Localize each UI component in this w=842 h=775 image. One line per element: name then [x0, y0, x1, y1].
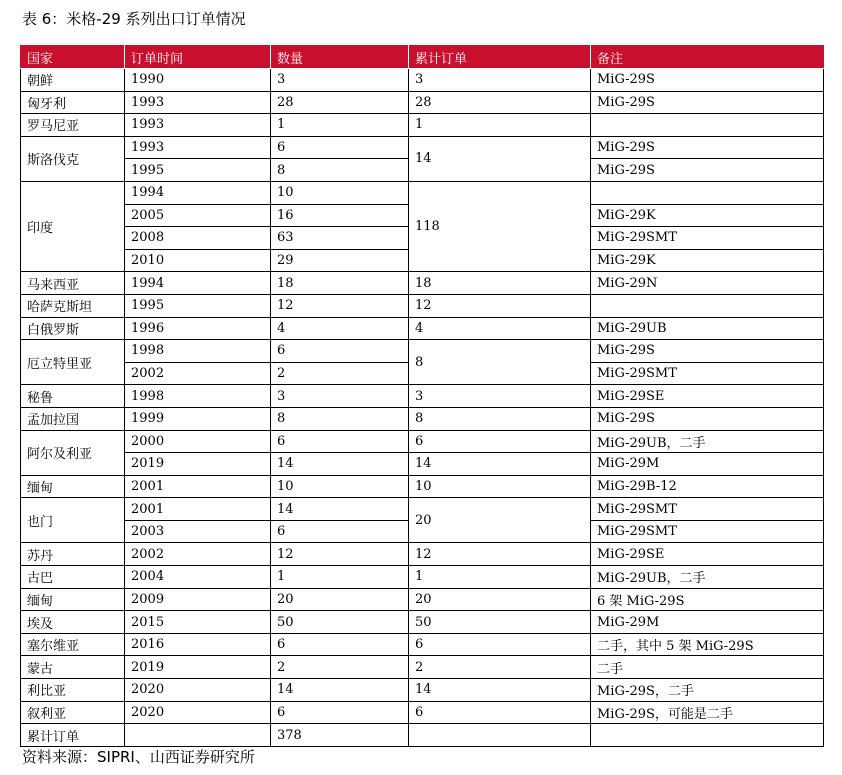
country-cell: 孟加拉国 [21, 407, 125, 430]
country-cell: 缅甸 [21, 588, 125, 611]
order-year-cell: 1998 [125, 340, 271, 363]
order-year-cell: 2008 [125, 227, 271, 250]
quantity-cell: 6 [271, 701, 409, 724]
note-cell: MiG-29K [591, 204, 824, 227]
quantity-cell: 50 [271, 611, 409, 634]
table-row [21, 611, 824, 634]
quantity-cell: 1 [271, 114, 409, 137]
country-cell: 利比亚 [21, 679, 125, 702]
order-year-cell: 2000 [125, 430, 271, 453]
note-cell: MiG-29SE [591, 385, 824, 408]
cumulative-cell: 1 [409, 566, 591, 589]
quantity-cell: 63 [271, 227, 409, 250]
quantity-cell: 14 [271, 679, 409, 702]
order-year-cell: 2015 [125, 611, 271, 634]
order-year-cell: 2019 [125, 453, 271, 476]
note-cell: MiG-29SE [591, 543, 824, 566]
quantity-cell: 28 [271, 91, 409, 114]
table-row [21, 566, 824, 589]
cumulative-cell: 6 [409, 430, 591, 453]
header-quantity: 数量 [271, 46, 409, 69]
table-row [21, 475, 824, 498]
order-year-cell: 2002 [125, 362, 271, 385]
note-cell: MiG-29S [591, 136, 824, 159]
table-caption: 表 6：米格-29 系列出口订单情况 [22, 10, 246, 28]
quantity-cell: 16 [271, 204, 409, 227]
order-year-cell: 2020 [125, 701, 271, 724]
note-cell: 二手 [591, 656, 824, 679]
country-cell: 印度 [21, 181, 125, 271]
quantity-cell: 10 [271, 475, 409, 498]
country-cell: 厄立特里亚 [21, 340, 125, 385]
order-year-cell: 2020 [125, 679, 271, 702]
note-cell: MiG-29SMT [591, 362, 824, 385]
order-year-cell: 1994 [125, 181, 271, 204]
cumulative-cell: 14 [409, 136, 591, 181]
table-row [21, 340, 824, 363]
note-cell: MiG-29SMT [591, 498, 824, 521]
cumulative-cell: 12 [409, 294, 591, 317]
quantity-cell: 4 [271, 317, 409, 340]
quantity-cell: 6 [271, 136, 409, 159]
table-row [21, 181, 824, 204]
table-row [21, 385, 824, 408]
quantity-cell: 20 [271, 588, 409, 611]
order-year-cell: 1996 [125, 317, 271, 340]
note-cell: MiG-29S，可能是二手 [591, 701, 824, 724]
note-cell [591, 114, 824, 137]
order-year-cell: 1995 [125, 294, 271, 317]
order-year-cell: 1998 [125, 385, 271, 408]
note-cell: MiG-29M [591, 453, 824, 476]
order-year-cell: 1993 [125, 114, 271, 137]
quantity-cell: 2 [271, 656, 409, 679]
quantity-cell: 14 [271, 498, 409, 521]
empty-cell [409, 724, 591, 747]
note-cell: MiG-29UB，二手 [591, 566, 824, 589]
table-row [21, 317, 824, 340]
order-year-cell: 1995 [125, 159, 271, 182]
note-cell: MiG-29B-12 [591, 475, 824, 498]
table-row [21, 407, 824, 430]
cumulative-cell: 20 [409, 498, 591, 543]
note-cell: MiG-29S [591, 159, 824, 182]
note-cell: MiG-29N [591, 272, 824, 295]
cumulative-cell: 18 [409, 272, 591, 295]
quantity-cell: 3 [271, 385, 409, 408]
country-cell: 匈牙利 [21, 91, 125, 114]
table-row [21, 679, 824, 702]
quantity-cell: 18 [271, 272, 409, 295]
header-country: 国家 [21, 46, 125, 69]
quantity-cell: 10 [271, 181, 409, 204]
note-cell: MiG-29S [591, 407, 824, 430]
order-year-cell: 1993 [125, 91, 271, 114]
note-cell: MiG-29S [591, 340, 824, 363]
country-cell: 古巴 [21, 566, 125, 589]
quantity-cell: 12 [271, 294, 409, 317]
quantity-cell: 6 [271, 520, 409, 543]
table-row [21, 498, 824, 521]
header-order-year: 订单时间 [125, 46, 271, 69]
note-cell [591, 294, 824, 317]
cumulative-cell: 118 [409, 181, 591, 271]
table-row [21, 136, 824, 159]
cumulative-cell: 8 [409, 407, 591, 430]
header-note: 备注 [591, 46, 824, 69]
country-cell: 哈萨克斯坦 [21, 294, 125, 317]
quantity-cell: 8 [271, 407, 409, 430]
cumulative-cell: 10 [409, 475, 591, 498]
country-cell: 马来西亚 [21, 272, 125, 295]
order-year-cell: 2009 [125, 588, 271, 611]
cumulative-cell: 50 [409, 611, 591, 634]
export-orders-table [20, 45, 824, 747]
table-row [21, 294, 824, 317]
table-row [21, 69, 824, 92]
order-year-cell: 2002 [125, 543, 271, 566]
country-cell: 叙利亚 [21, 701, 125, 724]
country-cell: 缅甸 [21, 475, 125, 498]
quantity-cell: 12 [271, 543, 409, 566]
order-year-cell: 2001 [125, 475, 271, 498]
cumulative-cell: 1 [409, 114, 591, 137]
table-row [21, 543, 824, 566]
note-cell: MiG-29SMT [591, 227, 824, 250]
cumulative-cell: 6 [409, 701, 591, 724]
quantity-cell: 6 [271, 633, 409, 656]
order-year-cell: 1993 [125, 136, 271, 159]
order-year-cell: 1990 [125, 69, 271, 92]
country-cell: 也门 [21, 498, 125, 543]
country-cell: 秘鲁 [21, 385, 125, 408]
note-cell: MiG-29S [591, 91, 824, 114]
quantity-cell: 6 [271, 430, 409, 453]
cumulative-cell: 20 [409, 588, 591, 611]
cumulative-cell: 14 [409, 679, 591, 702]
country-cell: 蒙古 [21, 656, 125, 679]
order-year-cell: 2005 [125, 204, 271, 227]
summary-total: 378 [271, 724, 409, 747]
country-cell: 阿尔及利亚 [21, 430, 125, 475]
cumulative-cell: 8 [409, 340, 591, 385]
country-cell: 朝鲜 [21, 69, 125, 92]
order-year-cell: 2001 [125, 498, 271, 521]
header-cumulative: 累计订单 [409, 46, 591, 69]
source-note: 资料来源：SIPRI、山西证券研究所 [22, 748, 255, 766]
table-row [21, 91, 824, 114]
table-header-row [21, 46, 824, 69]
summary-label: 累计订单 [21, 724, 125, 747]
note-cell: MiG-29UB [591, 317, 824, 340]
order-year-cell: 2019 [125, 656, 271, 679]
country-cell: 白俄罗斯 [21, 317, 125, 340]
cumulative-cell: 12 [409, 543, 591, 566]
quantity-cell: 29 [271, 249, 409, 272]
empty-cell [591, 724, 824, 747]
quantity-cell: 3 [271, 69, 409, 92]
table-row [21, 453, 824, 476]
quantity-cell: 1 [271, 566, 409, 589]
quantity-cell: 8 [271, 159, 409, 182]
empty-cell [125, 724, 271, 747]
table-body [21, 69, 824, 747]
order-year-cell: 2004 [125, 566, 271, 589]
country-cell: 塞尔维亚 [21, 633, 125, 656]
note-cell: MiG-29K [591, 249, 824, 272]
order-year-cell: 2016 [125, 633, 271, 656]
order-year-cell: 2010 [125, 249, 271, 272]
note-cell: MiG-29S [591, 69, 824, 92]
country-cell: 埃及 [21, 611, 125, 634]
cumulative-cell: 3 [409, 69, 591, 92]
cumulative-cell: 14 [409, 453, 591, 476]
table-row [21, 633, 824, 656]
quantity-cell: 6 [271, 340, 409, 363]
cumulative-cell: 3 [409, 385, 591, 408]
table-row [21, 430, 824, 453]
note-cell: MiG-29SMT [591, 520, 824, 543]
quantity-cell: 2 [271, 362, 409, 385]
summary-row [21, 724, 824, 747]
note-cell [591, 181, 824, 204]
table-row [21, 701, 824, 724]
table-row [21, 114, 824, 137]
country-cell: 罗马尼亚 [21, 114, 125, 137]
order-year-cell: 2003 [125, 520, 271, 543]
table-row [21, 588, 824, 611]
note-cell: 6 架 MiG-29S [591, 588, 824, 611]
note-cell: MiG-29UB，二手 [591, 430, 824, 453]
order-year-cell: 1994 [125, 272, 271, 295]
cumulative-cell: 6 [409, 633, 591, 656]
table-row [21, 656, 824, 679]
note-cell: MiG-29S，二手 [591, 679, 824, 702]
cumulative-cell: 2 [409, 656, 591, 679]
country-cell: 苏丹 [21, 543, 125, 566]
quantity-cell: 14 [271, 453, 409, 476]
table-row [21, 272, 824, 295]
note-cell: MiG-29M [591, 611, 824, 634]
country-cell: 斯洛伐克 [21, 136, 125, 181]
order-year-cell: 1999 [125, 407, 271, 430]
cumulative-cell: 28 [409, 91, 591, 114]
cumulative-cell: 4 [409, 317, 591, 340]
note-cell: 二手，其中 5 架 MiG-29S [591, 633, 824, 656]
